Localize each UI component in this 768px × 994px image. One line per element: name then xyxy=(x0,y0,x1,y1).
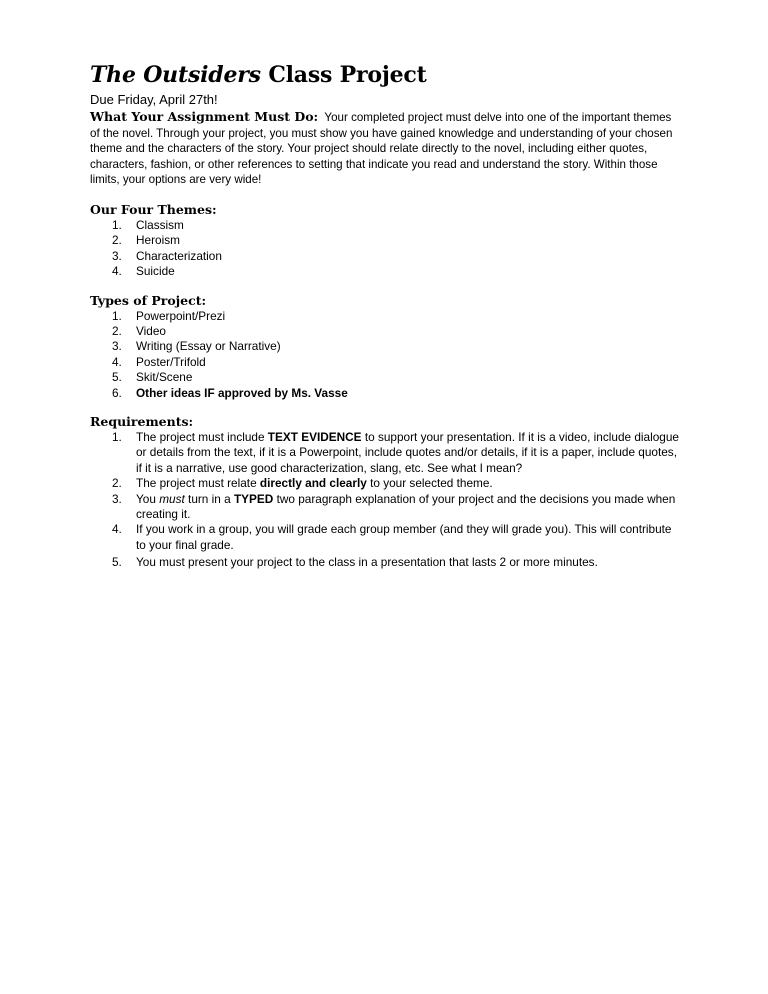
emphasis-text: TYPED xyxy=(233,491,274,506)
item-number: 2. xyxy=(112,476,122,491)
intro-paragraph xyxy=(90,109,680,188)
item-number: 5. xyxy=(112,555,122,570)
item-text: You must present your project to the class in a presentation that lasts 2 or more minutes. xyxy=(136,555,598,570)
list-item xyxy=(90,386,680,401)
list-item xyxy=(90,324,680,339)
list-item xyxy=(90,370,680,385)
item-number: 3. xyxy=(112,491,122,506)
item-text: to support your presentation. If it is a video, include dialogue or details from the text, if it is a Powerpoint, include quotes and/or details, if it is a paper, include quotes, if it is a narrative, use good characterization, slang, etc. See what I mean? xyxy=(136,430,679,475)
item-text: Other ideas IF approved by Ms. Vasse xyxy=(136,385,348,400)
themes-list xyxy=(90,218,680,280)
themes-heading: Our Four Themes: xyxy=(90,201,217,217)
list-item xyxy=(90,522,680,553)
page-title xyxy=(90,60,680,90)
item-number: 2. xyxy=(112,233,122,248)
document-content xyxy=(90,60,680,571)
item-text: two paragraph explanation of your project and the decisions you made when creating it. xyxy=(136,491,676,522)
list-item xyxy=(90,355,680,370)
item-text: The project must relate xyxy=(136,476,260,491)
item-text: turn in a xyxy=(184,491,234,506)
item-text: to your selected theme. xyxy=(366,476,493,491)
item-text: Heroism xyxy=(136,233,180,248)
list-item xyxy=(90,492,680,523)
item-text: Characterization xyxy=(136,248,222,263)
item-number: 1. xyxy=(112,308,122,323)
item-text: You xyxy=(136,491,160,506)
list-item xyxy=(90,249,680,264)
item-text: Writing (Essay or Narrative) xyxy=(136,339,281,354)
list-item xyxy=(90,264,680,279)
item-number: 3. xyxy=(112,248,122,263)
item-text: Powerpoint/Prezi xyxy=(136,308,226,323)
item-number: 4. xyxy=(112,264,122,279)
list-item xyxy=(90,476,680,491)
item-number: 1. xyxy=(112,430,122,445)
item-number: 4. xyxy=(112,354,122,369)
title-rest: Class Project xyxy=(268,62,427,88)
item-text: The project must include xyxy=(136,430,268,445)
due-date: Due Friday, April 27th! xyxy=(90,92,218,107)
list-item xyxy=(90,218,680,233)
item-number: 3. xyxy=(112,339,122,354)
item-text: Classism xyxy=(136,217,184,232)
list-item xyxy=(90,555,680,570)
list-item xyxy=(90,339,680,354)
item-number: 6. xyxy=(112,385,122,400)
item-number: 1. xyxy=(112,217,122,232)
list-item xyxy=(90,233,680,248)
list-item xyxy=(90,430,680,476)
list-item xyxy=(90,309,680,324)
item-text: Video xyxy=(136,324,166,338)
emphasis-text: directly and clearly xyxy=(259,476,367,491)
emphasis-text: must xyxy=(159,491,185,506)
item-text: Skit/Scene xyxy=(136,370,193,385)
item-text: Suicide xyxy=(136,264,175,279)
item-number: 5. xyxy=(112,370,122,385)
emphasis-text: TEXT EVIDENCE xyxy=(267,430,362,445)
types-heading: Types of Project: xyxy=(90,292,207,308)
item-text: If you work in a group, you will grade each group member (and they will grade you). This will contribute to your final grade. xyxy=(136,522,672,552)
item-number: 4. xyxy=(112,522,122,537)
intro-body: Your completed project must delve into one of the important themes of the novel. Through your project, you must show you have gained knowledge and understanding of your chosen theme and the characters of the story. Your project should relate directly to the novel, including either quotes, characters, fashion, or other references to setting that indicate you read and understand the story. Within those limits, your options are very wide! xyxy=(90,111,673,187)
requirements-heading: Requirements: xyxy=(90,414,194,430)
types-list xyxy=(90,309,680,401)
item-number: 2. xyxy=(112,324,122,338)
requirements-list xyxy=(90,430,680,571)
item-text: Poster/Trifold xyxy=(136,354,206,369)
intro-lead: What Your Assignment Must Do: xyxy=(90,109,319,124)
title-italic: The Outsiders xyxy=(90,62,261,88)
